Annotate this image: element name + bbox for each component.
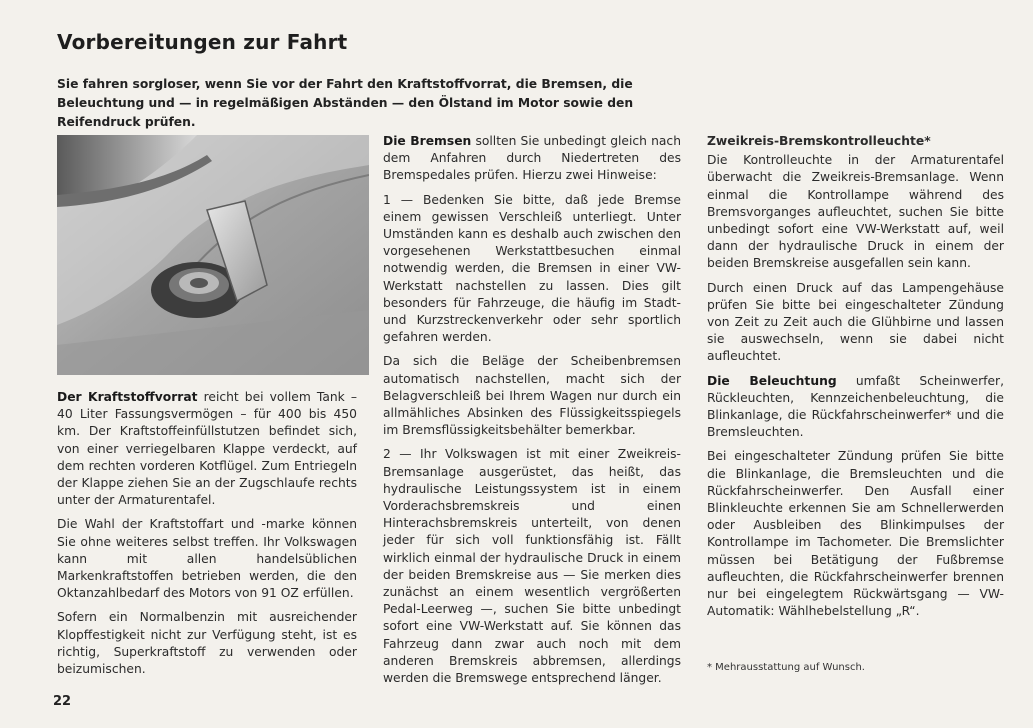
fuel-type-paragraph: Die Wahl der Kraftstoffart und -marke können Sie ohne weiteres selbst treffen. Ihr Volkswagen kann mit allen handelsüblichen Markenkraftstoffen betrieben werden, die den Oktanzahlbedarf des Motors von 91 OZ erfüllen. [57, 517, 357, 601]
lighting-text: umfaßt Scheinwerfer, Rückleuchten, Kennzeichenbeleuchtung, die Blinkanlage, die Rückfahrscheinwerfer* und die Bremsleuchten. [707, 373, 1004, 440]
bulb-check-paragraph: Durch einen Druck auf das Lampengehäuse prüfen Sie bitte bei eingeschalteter Zündung von Zeit zu Zeit auch die Glühbirne und lassen sie auswechseln, wenn sie dabei nicht aufleuchtet. [707, 280, 1004, 364]
column-fuel [57, 389, 357, 685]
brake-warning-heading: Zweikreis-Bremskontrolleuchte* [707, 134, 931, 148]
fuel-paragraph [57, 389, 357, 509]
fuel-heading: Der Kraftstoffvorrat [57, 390, 198, 404]
brakes-heading: Die Bremsen [383, 134, 472, 148]
warning-light-paragraph: Die Kontrolleuchte in der Armaturentafel überwacht die Zweikreis-Bremsanlage. Wenn einmal die Kontrollampe während des Bremsvorganges aufleuchtet, suchen Sie bitte unbedingt sofort eine VW-Werkstatt auf, weil dann der hydraulische Druck in einem der beiden Bremskreise ausgefallen sein kann. [707, 153, 1004, 271]
intro-paragraph: Sie fahren sorgloser, wenn Sie vor der Fahrt den Kraftstoffvorrat, die Bremsen, die Beleuchtung und — in regelmäßigen Abständen — den Ölstand im Motor sowie den Reifendruck prüfen. [57, 77, 634, 129]
column-brakes [383, 133, 681, 694]
brakes-paragraph [383, 133, 681, 185]
footnote: * Mehrausstattung auf Wunsch. [707, 662, 865, 673]
fuel-mix-paragraph: Sofern ein Normalbenzin mit ausreichender Klopffestigkeit nicht zur Verfügung steht, ist es richtig, Superkraftstoff zu verwenden oder beizumischen. [57, 610, 357, 677]
fuel-filler-photo [57, 135, 369, 375]
lighting-heading: Die Beleuchtung [707, 373, 837, 388]
page-title: Vorbereitungen zur Fahrt [57, 30, 348, 54]
column-lights [707, 133, 1004, 627]
brake-wear-paragraph: 1 — Bedenken Sie bitte, daß jede Bremse einem gewissen Verschleiß unterliegt. Unter Umständen kann es deshalb auch zwischen den vorgesehenen Werkstattbesuchen einmal notwendig werden, die Bremsen in einer VW-Werkstatt nachstellen zu lassen. Dies gilt besonders für Fahrzeuge, die häufig im Stadt- und Kurzstreckenverkehr oder sehr sportlich gefahren werden. [383, 192, 681, 345]
disc-brake-paragraph: Da sich die Beläge der Scheibenbremsen automatisch nachstellen, macht sich der Belagverschleiß bei Ihrem Wagen nur durch ein allmähliches Absinken des Flüssigkeitsspiegels im Bremsflüssigkeitsbehälter bemerkbar. [383, 354, 681, 438]
fuel-text: reicht bei vollem Tank – 40 Liter Fassungsvermögen – für 400 bis 450 km. Der Kraftstoffeinfüllstutzen befindet sich, von einer verriegelbaren Klappe verdeckt, auf dem rechten vorderen Kotflügel. Zum Entriegeln der Klappe ziehen Sie an der Zugschlaufe rechts unter der Armaturentafel. [57, 390, 358, 508]
signal-check-paragraph: Bei eingeschalteter Zündung prüfen Sie bitte die Blinkanlage, die Bremsleuchten und die Rückfahrscheinwerfer. Den Ausfall einer Blinkleuchte erkennen Sie am Schnellerwerden oder Ausbleiben des Blinkimpulses der Kontrollampe im Tachometer. Die Bremslichter müssen bei Betätigung der Fußbremse aufleuchten, die Rückfahrscheinwerfer brennen nur bei eingelegtem Rückwärtsgang — VW-Automatik: Wählhebelstellung „R“. [707, 449, 1004, 619]
dual-circuit-paragraph: 2 — Ihr Volkswagen ist mit einer Zweikreis-Bremsanlage ausgerüstet, das heißt, das hydraulische Leistungssystem ist in einem Vorderachsbremskreis und einen Hinterachsbremskreis unterteilt, von denen jeder für sich voll funktionsfähig ist. Fällt wirklich einmal der hydraulische Druck in einem der beiden Bremskreise aus — Sie merken dies zunächst an einem wesentlich vergrößerten Pedal-Leerweg —, suchen Sie bitte unbedingt sofort eine VW-Werkstatt auf. Sie können das Fahrzeug dann zwar auch noch mit dem anderen Bremskreis abbremsen, allerdings werden die Bremswege entsprechend länger. [383, 447, 681, 686]
brakes-text: sollten Sie unbedingt gleich nach dem Anfahren durch Niedertreten des Bremspedales prüfen. Hierzu zwei Hinweise: [383, 134, 681, 183]
lighting-paragraph [707, 373, 1004, 442]
page-number: 22 [53, 694, 72, 709]
